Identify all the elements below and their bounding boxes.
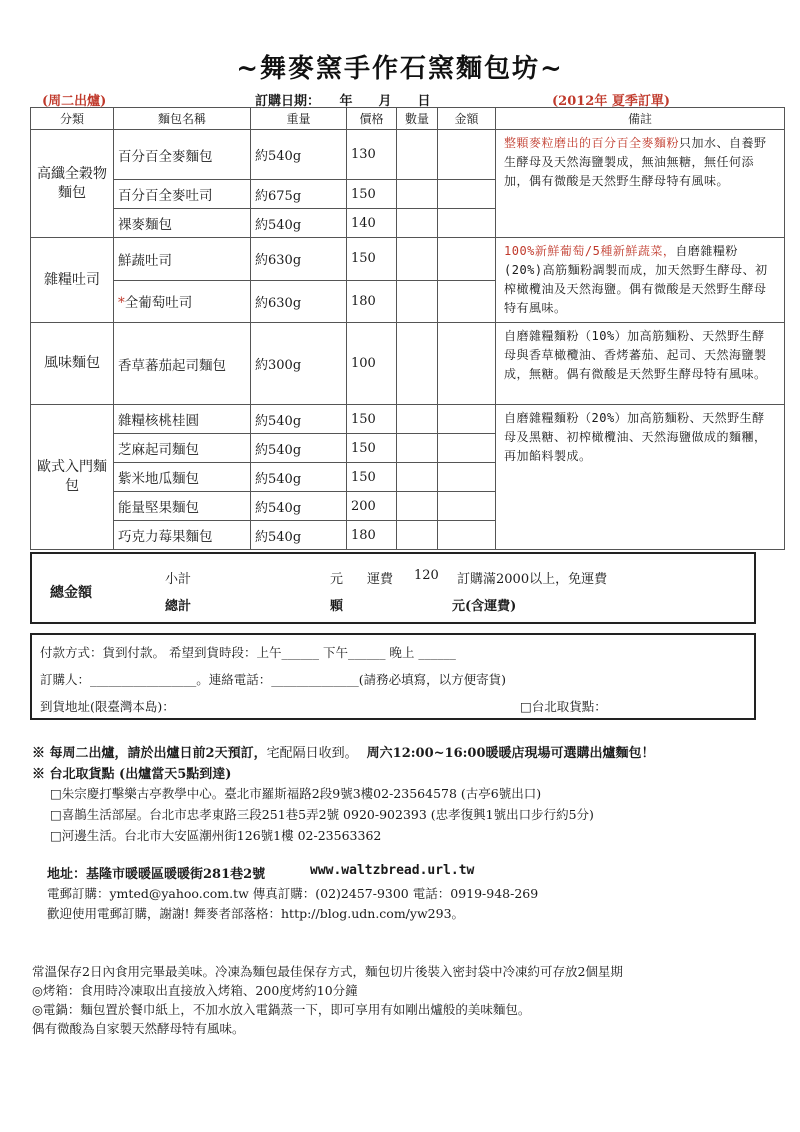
subtotal-unit: 元 xyxy=(330,572,344,587)
bread-name: 紫米地瓜麵包 xyxy=(118,471,199,487)
amount-input-cell[interactable] xyxy=(438,238,496,281)
season-label: (2012年 夏季訂單) xyxy=(552,94,671,109)
quantity-input-cell[interactable] xyxy=(397,238,438,281)
storage-note: 常溫保存2日內食用完畢最美味。冷凍為麵包最佳保存方式，麵包切片後裝入密封袋中冷凍約可存放2個星期 xyxy=(32,964,623,979)
total-label: 總金額 xyxy=(50,585,92,601)
weight-cell: 約540g xyxy=(251,492,347,521)
bread-name: 巧克力莓果麵包 xyxy=(118,529,213,545)
price-cell: 180 xyxy=(347,521,397,550)
payment-line[interactable]: 付款方式：貨到付款。 希望到貨時段：上午______ 下午______ 晚上 ______ xyxy=(40,645,456,660)
weight-cell: 約540g xyxy=(251,130,347,180)
pickup-point-2: □喜鵲生活部屋。台北市忠孝東路三段251巷5弄2號 0920-902393 (忠孝復興1號出口步行約5分) xyxy=(50,807,594,822)
quantity-input-cell[interactable] xyxy=(397,521,438,550)
oven-note: ◎烤箱：食用時冷凍取出直接放入烤箱、200度烤約10分鐘 xyxy=(32,983,358,998)
bread-name: 裸麥麵包 xyxy=(118,217,172,233)
sour-note: 偶有微酸為自家製天然酵母特有風味。 xyxy=(32,1021,245,1036)
remarks-highlight: 100%新鮮葡萄/5種新鮮蔬菜， xyxy=(504,244,676,258)
price-cell: 140 xyxy=(347,209,397,238)
pickup-point-3: □河邊生活。台北市大安區潮州街126號1樓 02-23563362 xyxy=(50,828,382,843)
quantity-input-cell[interactable] xyxy=(397,280,438,323)
weight-cell: 約540g xyxy=(251,405,347,434)
price-cell: 200 xyxy=(347,492,397,521)
bread-name-cell xyxy=(114,280,251,323)
amount-input-cell[interactable] xyxy=(438,209,496,238)
column-header: 麵包名稱 xyxy=(114,108,251,130)
bread-name-cell xyxy=(114,130,251,180)
bread-name-cell xyxy=(114,405,251,434)
amount-input-cell[interactable] xyxy=(438,521,496,550)
remarks-cell xyxy=(496,130,785,238)
page-title: ~舞麥窯手作石窯麵包坊~ xyxy=(236,54,564,84)
column-header: 分類 xyxy=(31,108,114,130)
price-cell: 150 xyxy=(347,238,397,281)
price-cell: 150 xyxy=(347,463,397,492)
amount-input-cell[interactable] xyxy=(438,492,496,521)
quantity-input-cell[interactable] xyxy=(397,323,438,405)
category-cell: 高纖全穀物麵包 xyxy=(31,130,114,238)
column-header: 價格 xyxy=(347,108,397,130)
weight-cell: 約540g xyxy=(251,434,347,463)
remarks-text: 只加水、自養野生酵母及天然海鹽製成，無油無糖，無任何添加，偶有微酸是天然野生酵母特有風味。 xyxy=(504,136,767,188)
notes-order-ahead: ※ 每周二出爐，請於出爐日前2天預訂， xyxy=(32,746,267,761)
quantity-input-cell[interactable] xyxy=(397,463,438,492)
weight-cell: 約675g xyxy=(251,180,347,209)
price-cell: 150 xyxy=(347,405,397,434)
orderer-line[interactable]: 訂購人：_________________。連絡電話：______________(請務必填寫，以方便寄貨) xyxy=(40,672,507,687)
notes-pickup-title: ※ 台北取貨點 (出爐當天5點到達) xyxy=(32,767,232,782)
weight-cell: 約630g xyxy=(251,238,347,281)
bread-name-cell xyxy=(114,434,251,463)
contact-line: 電郵訂購：ymted@yahoo.com.tw 傳真訂購：(02)2457-9300 電話：0919-948-269 xyxy=(47,886,539,901)
price-cell: 100 xyxy=(347,323,397,405)
bread-name-cell xyxy=(114,209,251,238)
amount-input-cell[interactable] xyxy=(438,280,496,323)
quantity-input-cell[interactable] xyxy=(397,130,438,180)
remarks-cell xyxy=(496,238,785,323)
table-row xyxy=(31,323,785,405)
pickup-point-1: □朱宗慶打擊樂古亭教學中心。臺北市羅斯福路2段9號3樓02-23564578 (古亭6號出口) xyxy=(50,786,542,801)
bread-name: 百分百全麥麵包 xyxy=(118,148,213,165)
total-section xyxy=(30,552,756,624)
notes-saturday: 周六12:00~16:00暖暖店現場可選購出爐麵包！ xyxy=(366,746,655,761)
bread-name: 全葡萄吐司 xyxy=(124,295,193,312)
bread-name: 百分百全麥吐司 xyxy=(118,188,213,204)
remarks-highlight: 整顆麥粒磨出的百分百全麥麵粉 xyxy=(504,136,680,150)
grand-total-label: 總計 xyxy=(165,599,192,614)
weight-cell: 約540g xyxy=(251,463,347,492)
bake-day-label: (周二出爐) xyxy=(42,94,107,109)
quantity-input-cell[interactable] xyxy=(397,492,438,521)
website-link[interactable]: www.waltzbread.url.tw xyxy=(310,863,475,878)
bread-name: 芝麻起司麵包 xyxy=(118,442,199,458)
category-cell: 風味麵包 xyxy=(31,323,114,405)
remarks-cell xyxy=(496,405,785,550)
address-line[interactable]: 到貨地址(限臺灣本島)： xyxy=(40,699,175,714)
notes-delivery: 宅配隔日收到。 xyxy=(266,746,358,761)
bread-name-cell xyxy=(114,323,251,405)
column-header: 重量 xyxy=(251,108,347,130)
remarks-cell xyxy=(496,323,785,405)
steamer-note: ◎電鍋：麵包置於餐巾紙上，不加水放入電鍋蒸一下，即可享用有如剛出爐般的美味麵包。 xyxy=(32,1002,531,1017)
table-header-row xyxy=(31,108,785,130)
quantity-input-cell[interactable] xyxy=(397,180,438,209)
table-row xyxy=(31,130,785,180)
remarks-text: 自磨雜糧粉(20%)高筋麵粉調製而成，加天然野生酵母、初榨橄欖油及天然海鹽。偶有微酸是天然野生酵母特有風味。 xyxy=(504,244,768,315)
amount-input-cell[interactable] xyxy=(438,405,496,434)
bread-name: 鮮蔬吐司 xyxy=(118,252,172,269)
price-cell: 130 xyxy=(347,130,397,180)
quantity-input-cell[interactable] xyxy=(397,405,438,434)
order-date-field[interactable]: 訂購日期： 年 月 日 xyxy=(255,94,431,109)
free-shipping-note: 訂購滿2000以上，免運費 xyxy=(457,572,608,587)
amount-input-cell[interactable] xyxy=(438,130,496,180)
weight-cell: 約540g xyxy=(251,521,347,550)
notes-line-1 xyxy=(32,742,655,761)
bread-name-cell xyxy=(114,492,251,521)
bread-name: 能量堅果麵包 xyxy=(118,500,199,516)
bread-name: 雜糧核桃桂圓 xyxy=(118,413,199,429)
bread-name-cell xyxy=(114,238,251,281)
weight-cell: 約300g xyxy=(251,323,347,405)
table-body xyxy=(31,130,785,550)
grand-total-unit: 顆 xyxy=(330,599,344,614)
amount-input-cell[interactable] xyxy=(438,180,496,209)
amount-input-cell[interactable] xyxy=(438,323,496,405)
shipping-label: 運費 xyxy=(367,572,394,587)
table-row xyxy=(31,405,785,434)
weight-cell: 約630g xyxy=(251,280,347,323)
column-header: 金額 xyxy=(438,108,496,130)
shop-address: 地址：基隆市暖暖區暖暖街281巷2號 xyxy=(47,867,266,882)
price-cell: 150 xyxy=(347,434,397,463)
pickup-checkbox[interactable]: □台北取貨點： xyxy=(520,699,607,714)
weight-cell: 約540g xyxy=(251,209,347,238)
asterisk-mark: * xyxy=(118,295,125,312)
quantity-input-cell[interactable] xyxy=(397,209,438,238)
category-cell: 歐式入門麵包 xyxy=(31,405,114,550)
payment-section xyxy=(30,633,756,720)
welcome-line: 歡迎使用電郵訂購，謝謝! 舞麥者部落格：http://blog.udn.com/yw293。 xyxy=(47,906,465,921)
grand-total-incl: 元(含運費) xyxy=(452,599,517,614)
column-header: 數量 xyxy=(397,108,438,130)
bread-name: 香草蕃茄起司麵包 xyxy=(118,357,226,374)
bread-name-cell xyxy=(114,521,251,550)
remarks-text: 自磨雜糧麵粉（10%）加高筋麵粉、天然野生酵母與香草橄欖油、香烤蕃茄、起司、天然海鹽製成，無糖。偶有微酸是天然野生酵母特有風味。 xyxy=(504,329,767,381)
price-cell: 150 xyxy=(347,180,397,209)
bread-name-cell xyxy=(114,180,251,209)
order-table xyxy=(30,107,785,550)
table-row xyxy=(31,238,785,281)
amount-input-cell[interactable] xyxy=(438,434,496,463)
bread-name-cell xyxy=(114,463,251,492)
subtotal-label: 小計 xyxy=(165,572,192,587)
column-header: 備註 xyxy=(496,108,785,130)
amount-input-cell[interactable] xyxy=(438,463,496,492)
quantity-input-cell[interactable] xyxy=(397,434,438,463)
category-cell: 雜糧吐司 xyxy=(31,238,114,323)
shipping-value: 120 xyxy=(414,568,439,583)
remarks-text: 自磨雜糧麵粉（20%）加高筋麵粉、天然野生酵母及黑糖、初榨橄欖油、天然海鹽做成的麵糰，再加餡料製成。 xyxy=(504,411,767,463)
price-cell: 180 xyxy=(347,280,397,323)
